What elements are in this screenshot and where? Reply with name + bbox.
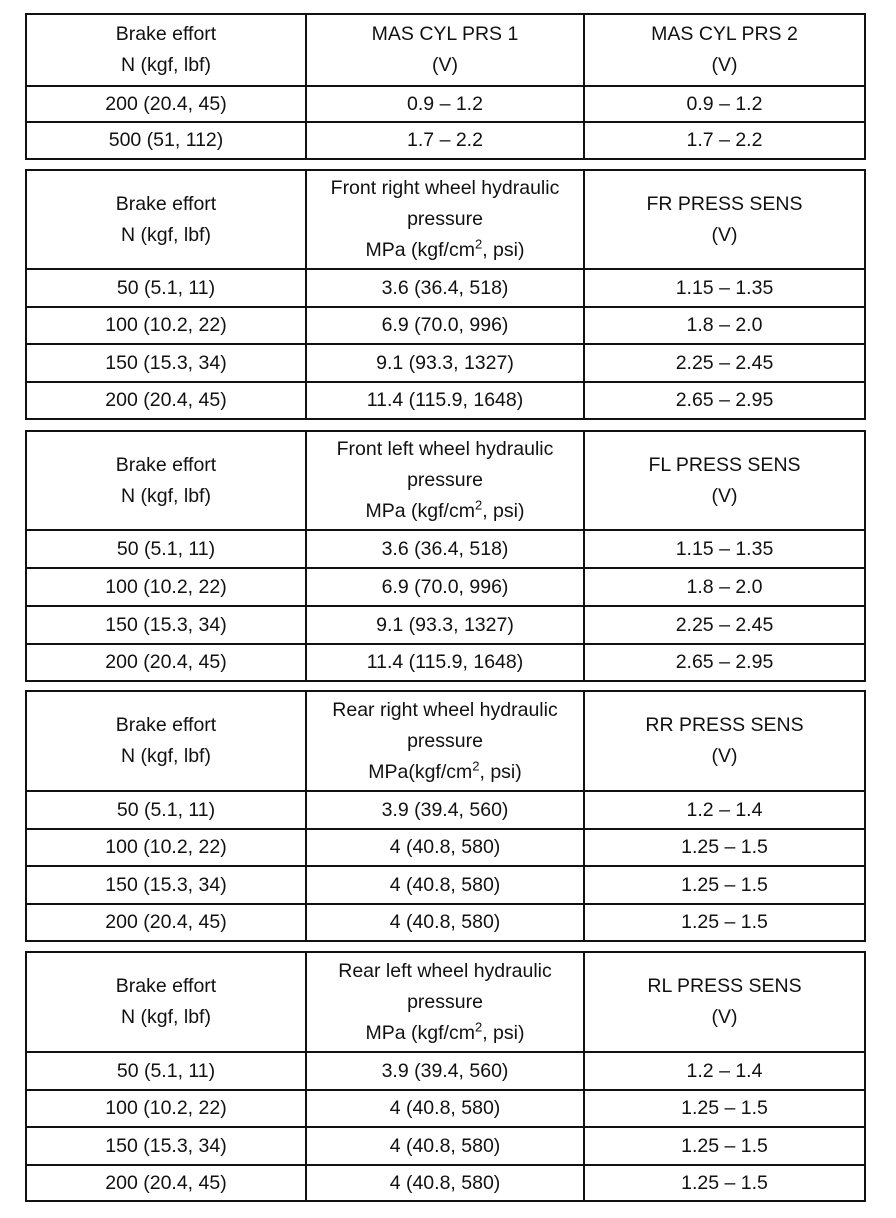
table-cell: 50 (5.1, 11) [26,530,306,568]
table-cell: 4 (40.8, 580) [306,829,584,866]
table-cell: 1.8 – 2.0 [584,568,865,606]
table-row [26,1052,865,1090]
header-cell-rr-press-sens: RR PRESS SENS (V) [584,691,865,791]
table-cell: 3.9 (39.4, 560) [306,1052,584,1090]
rr-press-sens-table [25,690,866,942]
fr-press-sens-table [25,169,866,420]
table-cell: 1.15 – 1.35 [584,269,865,307]
table-cell: 150 (15.3, 34) [26,344,306,382]
table-row [26,904,865,941]
table-cell: 4 (40.8, 580) [306,1165,584,1201]
table-cell: 11.4 (115.9, 1648) [306,644,584,681]
table-cell: 500 (51, 112) [26,122,306,159]
table-header-row [26,952,865,1052]
table-cell: 4 (40.8, 580) [306,904,584,941]
table-cell: 200 (20.4, 45) [26,1165,306,1201]
table-cell: 200 (20.4, 45) [26,382,306,419]
table-cell: 100 (10.2, 22) [26,829,306,866]
table-cell: 9.1 (93.3, 1327) [306,344,584,382]
table-cell: 3.6 (36.4, 518) [306,269,584,307]
table-cell: 6.9 (70.0, 996) [306,568,584,606]
header-cell-brake-effort: Brake effort N (kgf, lbf) [26,691,306,791]
table-cell: 2.25 – 2.45 [584,606,865,644]
table-row [26,86,865,122]
table-cell: 3.6 (36.4, 518) [306,530,584,568]
table-cell: 1.7 – 2.2 [306,122,584,159]
table-row [26,1165,865,1201]
table-cell: 11.4 (115.9, 1648) [306,382,584,419]
table-row [26,1090,865,1127]
header-cell-mas-cyl-prs-1: MAS CYL PRS 1 (V) [306,14,584,86]
table-cell: 2.25 – 2.45 [584,344,865,382]
table-cell: 1.25 – 1.5 [584,1165,865,1201]
table-cell: 1.15 – 1.35 [584,530,865,568]
table-row [26,644,865,681]
table-row [26,269,865,307]
header-cell-hydraulic-pressure: Front right wheel hydraulic pressure MPa ($kgf/cm^2$, psi) [306,170,584,269]
table-cell: 150 (15.3, 34) [26,1127,306,1165]
rl-press-sens-table [25,951,866,1202]
table-cell: 1.8 – 2.0 [584,307,865,344]
header-cell-fr-press-sens: FR PRESS SENS (V) [584,170,865,269]
table-cell: 150 (15.3, 34) [26,606,306,644]
header-cell-brake-effort: Brake effort N (kgf, lbf) [26,14,306,86]
superscript: 2 [474,1019,483,1034]
table-header-row [26,14,865,86]
table-row [26,382,865,419]
header-cell-hydraulic-pressure: Front left wheel hydraulic pressure MPa ($kgf/cm^2$, psi) [306,431,584,530]
superscript: 2 [472,758,480,773]
table-cell: 50 (5.1, 11) [26,269,306,307]
table-cell: 1.25 – 1.5 [584,904,865,941]
table-row [26,829,865,866]
table-row [26,866,865,904]
table-cell: 1.7 – 2.2 [584,122,865,159]
table-cell: 0.9 – 1.2 [584,86,865,122]
table-cell: 9.1 (93.3, 1327) [306,606,584,644]
table-cell: 1.2 – 1.4 [584,1052,865,1090]
fl-press-sens-table [25,430,866,682]
header-cell-hydraulic-pressure: Rear right wheel hydraulic pressure $MPa(kgf/cm^2$, psi) [306,691,584,791]
header-cell-brake-effort: Brake effort N (kgf, lbf) [26,170,306,269]
mas-cyl-prs-table [25,13,866,160]
superscript: 2 [474,236,483,252]
header-cell-brake-effort: Brake effort N (kgf, lbf) [26,952,306,1052]
table-header-row [26,170,865,269]
table-cell: 100 (10.2, 22) [26,568,306,606]
table-cell: 50 (5.1, 11) [26,1052,306,1090]
table-cell: 200 (20.4, 45) [26,644,306,681]
table-cell: 100 (10.2, 22) [26,307,306,344]
table-cell: 0.9 – 1.2 [306,86,584,122]
table-cell: 4 (40.8, 580) [306,866,584,904]
table-cell: 1.25 – 1.5 [584,829,865,866]
table-cell: 200 (20.4, 45) [26,904,306,941]
table-cell: 50 (5.1, 11) [26,791,306,829]
header-cell-fl-press-sens: FL PRESS SENS (V) [584,431,865,530]
table-cell: 150 (15.3, 34) [26,866,306,904]
table-cell: 4 (40.8, 580) [306,1090,584,1127]
table-cell: 6.9 (70.0, 996) [306,307,584,344]
table-header-row [26,431,865,530]
table-row [26,122,865,159]
table-cell: 1.25 – 1.5 [584,866,865,904]
header-cell-mas-cyl-prs-2: MAS CYL PRS 2 (V) [584,14,865,86]
table-row [26,791,865,829]
header-cell-hydraulic-pressure: Rear left wheel hydraulic pressure MPa ($kgf/cm^2$, psi) [306,952,584,1052]
table-cell: 1.2 – 1.4 [584,791,865,829]
table-cell: 4 (40.8, 580) [306,1127,584,1165]
table-row [26,530,865,568]
header-cell-rl-press-sens: RL PRESS SENS (V) [584,952,865,1052]
table-cell: 1.25 – 1.5 [584,1127,865,1165]
superscript: 2 [474,497,483,513]
table-row [26,606,865,644]
table-cell: 3.9 (39.4, 560) [306,791,584,829]
table-header-row [26,691,865,791]
table-row [26,307,865,344]
table-cell: 2.65 – 2.95 [584,644,865,681]
table-row [26,1127,865,1165]
table-cell: 1.25 – 1.5 [584,1090,865,1127]
table-cell: 100 (10.2, 22) [26,1090,306,1127]
table-row [26,568,865,606]
header-cell-brake-effort: Brake effort N (kgf, lbf) [26,431,306,530]
table-row [26,344,865,382]
table-cell: 2.65 – 2.95 [584,382,865,419]
table-cell: 200 (20.4, 45) [26,86,306,122]
